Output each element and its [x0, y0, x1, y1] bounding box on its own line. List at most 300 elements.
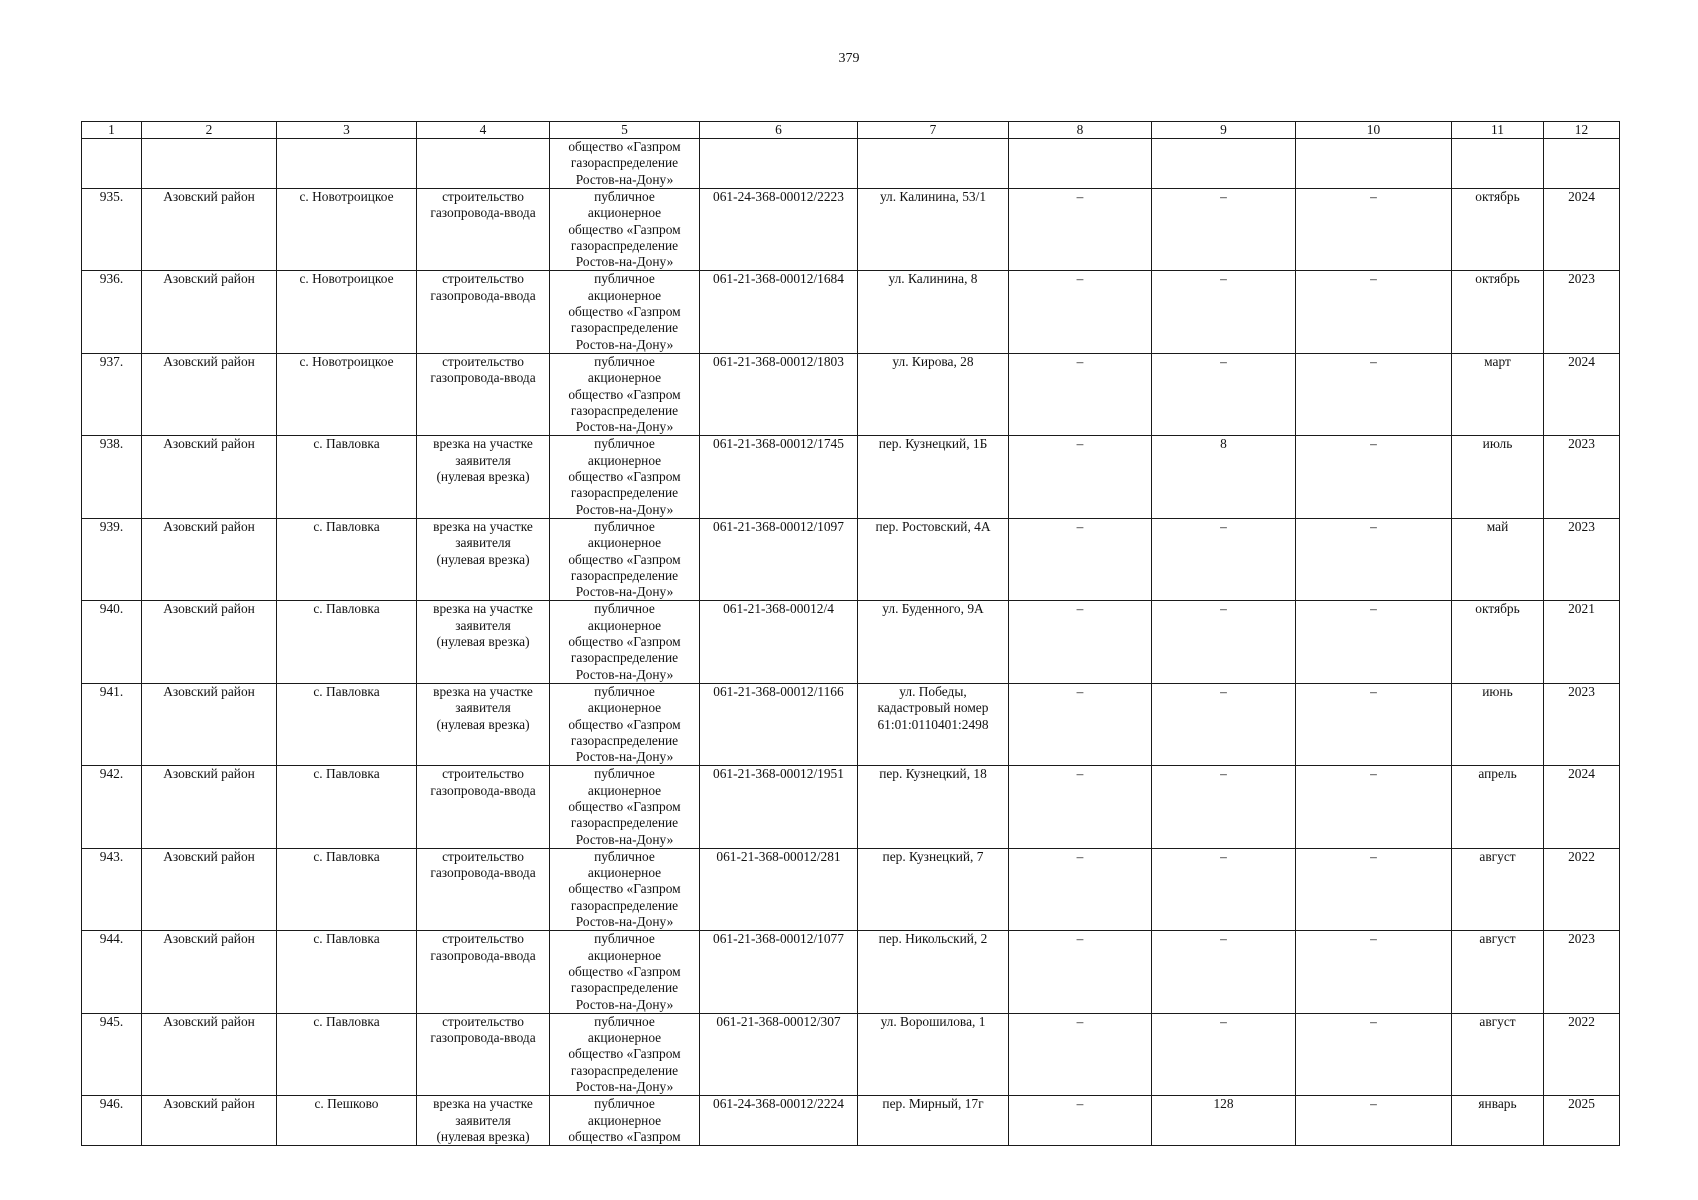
row-number-cell — [82, 271, 142, 353]
address-cell — [858, 353, 1009, 435]
col9-cell — [1152, 353, 1296, 435]
cell-text: июль — [1482, 436, 1513, 452]
col9-cell — [1152, 1096, 1296, 1146]
district-cell — [142, 189, 277, 271]
col8-cell — [1009, 518, 1152, 600]
table-row — [82, 1013, 1620, 1095]
locality-cell — [277, 1013, 417, 1095]
work-type-cell — [417, 931, 550, 1013]
table-cell — [1296, 139, 1452, 189]
cell-text: 061-21-368-00012/1077 — [713, 931, 844, 947]
cell-text: – — [1220, 848, 1227, 864]
table-row — [82, 683, 1620, 765]
cell-text: март — [1484, 353, 1511, 369]
column-number: 11 — [1452, 122, 1544, 139]
table-cell — [700, 139, 858, 189]
table-row — [82, 848, 1620, 930]
district-cell — [142, 1013, 277, 1095]
address-cell — [858, 766, 1009, 848]
cell-text: 937. — [99, 353, 124, 369]
table-row — [82, 766, 1620, 848]
cell-text: публичное акционерное общество «Газпром газораспределение Ростов-на-Дону» — [568, 766, 681, 847]
district-cell — [142, 848, 277, 930]
year-cell — [1544, 766, 1620, 848]
table-cell — [1009, 139, 1152, 189]
district-cell — [142, 931, 277, 1013]
cell-text: публичное акционерное общество «Газпром газораспределение Ростов-на-Дону» — [568, 931, 681, 1012]
cell-text: – — [1220, 518, 1227, 534]
organization-cell — [550, 271, 700, 353]
column-number: 10 — [1296, 122, 1452, 139]
row-number-cell — [82, 931, 142, 1013]
cell-text: строительство газопровода-ввода — [430, 766, 536, 798]
district-cell — [142, 436, 277, 518]
year-cell — [1544, 436, 1620, 518]
cell-text: пер. Кузнецкий, 1Б — [878, 436, 988, 452]
col9-cell — [1152, 601, 1296, 683]
cell-text: с. Павловка — [313, 848, 380, 864]
locality-cell — [277, 518, 417, 600]
col10-cell — [1296, 683, 1452, 765]
cell-text: публичное акционерное общество «Газпром — [568, 1096, 681, 1144]
district-cell — [142, 683, 277, 765]
locality-cell — [277, 848, 417, 930]
cell-text: ул. Буденного, 9А — [882, 601, 984, 617]
col8-cell — [1009, 271, 1152, 353]
cell-text: врезка на участке заявителя (нулевая врезка) — [433, 683, 533, 732]
cell-text: – — [1370, 436, 1377, 452]
cell-text: врезка на участке заявителя (нулевая врезка) — [433, 436, 533, 485]
district-cell — [142, 353, 277, 435]
cell-text: пер. Мирный, 17г — [882, 1096, 984, 1112]
year-cell — [1544, 189, 1620, 271]
organization-cell — [550, 766, 700, 848]
column-number: 8 — [1009, 122, 1152, 139]
cell-text: 2023 — [1568, 271, 1595, 287]
address-cell — [858, 683, 1009, 765]
cell-text: 2022 — [1568, 1013, 1595, 1029]
col8-cell — [1009, 189, 1152, 271]
col8-cell — [1009, 1096, 1152, 1146]
locality-cell — [277, 683, 417, 765]
cell-text: – — [1370, 601, 1377, 617]
address-cell — [858, 931, 1009, 1013]
cell-text: строительство газопровода-ввода — [430, 848, 536, 881]
cell-text: ул. Калинина, 8 — [888, 271, 978, 287]
cell-text: – — [1076, 189, 1084, 204]
cell-text: 935. — [99, 189, 124, 204]
locality-cell — [277, 766, 417, 848]
district-cell — [142, 518, 277, 600]
cell-text: – — [1220, 271, 1227, 287]
id-cell — [700, 436, 858, 518]
organization-cell — [550, 436, 700, 518]
table-cell — [82, 139, 142, 189]
id-cell — [700, 1013, 858, 1095]
cell-text: 940. — [99, 601, 124, 617]
col9-cell — [1152, 518, 1296, 600]
cell-text: – — [1370, 931, 1377, 947]
table-cell — [1152, 139, 1296, 189]
table-row — [82, 931, 1620, 1013]
cell-text: публичное акционерное общество «Газпром газораспределение Ростов-на-Дону» — [568, 518, 681, 600]
month-cell — [1452, 683, 1544, 765]
organization-cell — [550, 683, 700, 765]
cell-text: 938. — [99, 436, 124, 452]
cell-text: врезка на участке заявителя (нулевая врезка) — [433, 601, 533, 650]
cell-text: 943. — [99, 848, 124, 864]
cell-text: врезка на участке заявителя (нулевая врезка) — [433, 1096, 533, 1144]
cell-text: 128 — [1213, 1096, 1234, 1112]
col10-cell — [1296, 518, 1452, 600]
cell-text: – — [1370, 848, 1377, 864]
organization-cell — [550, 601, 700, 683]
cell-text: пер. Никольский, 2 — [878, 931, 988, 947]
year-cell — [1544, 601, 1620, 683]
cell-text: пер. Ростовский, 4А — [875, 518, 991, 534]
col10-cell — [1296, 436, 1452, 518]
address-cell — [858, 436, 1009, 518]
row-number-cell — [82, 848, 142, 930]
month-cell — [1452, 1096, 1544, 1146]
cell-text: Азовский район — [163, 271, 255, 287]
cell-text: – — [1076, 353, 1084, 369]
col9-cell — [1152, 931, 1296, 1013]
page-number: 379 — [838, 51, 860, 66]
cell-text: октябрь — [1475, 189, 1520, 204]
table-row — [82, 518, 1620, 600]
cell-text: с. Павловка — [313, 518, 380, 534]
id-cell — [700, 1096, 858, 1146]
cell-text: Азовский район — [163, 601, 255, 617]
col10-cell — [1296, 1013, 1452, 1095]
district-cell — [142, 1096, 277, 1146]
cell-text: пер. Кузнецкий, 7 — [882, 848, 984, 864]
id-cell — [700, 848, 858, 930]
id-cell — [700, 353, 858, 435]
year-cell — [1544, 1013, 1620, 1095]
cell-text: ул. Калинина, 53/1 — [879, 189, 987, 204]
row-number-cell — [82, 683, 142, 765]
cell-text: ул. Ворошилова, 1 — [880, 1013, 986, 1029]
cell-text: январь — [1478, 1096, 1517, 1112]
table-cell — [142, 139, 277, 189]
year-cell — [1544, 518, 1620, 600]
locality-cell — [277, 1096, 417, 1146]
row-number-cell — [82, 1013, 142, 1095]
col8-cell — [1009, 931, 1152, 1013]
cell-text: 061-21-368-00012/1745 — [713, 436, 844, 452]
cell-text: Азовский район — [163, 436, 255, 452]
cell-text: октябрь — [1475, 271, 1520, 287]
cell-text: 2021 — [1568, 601, 1595, 617]
cell-text: 2024 — [1568, 189, 1595, 204]
cell-text: 061-21-368-00012/1684 — [713, 271, 844, 287]
column-number: 3 — [277, 122, 417, 139]
row-number-cell — [82, 766, 142, 848]
cell-text: 2023 — [1568, 518, 1595, 534]
work-type-cell — [417, 353, 550, 435]
month-cell — [1452, 931, 1544, 1013]
cell-text: Азовский район — [163, 848, 255, 864]
cell-text: – — [1076, 271, 1084, 287]
cell-text: с. Павловка — [313, 766, 380, 782]
col9-cell — [1152, 189, 1296, 271]
cell-text: – — [1076, 683, 1084, 699]
cell-text: – — [1370, 1013, 1377, 1029]
table-cell — [858, 139, 1009, 189]
cell-text: ул. Кирова, 28 — [892, 353, 974, 369]
id-cell — [700, 518, 858, 600]
address-cell — [858, 1096, 1009, 1146]
id-cell — [700, 601, 858, 683]
address-cell — [858, 271, 1009, 353]
year-cell — [1544, 1096, 1620, 1146]
cell-text: 2023 — [1568, 436, 1595, 452]
id-cell — [700, 766, 858, 848]
col8-cell — [1009, 601, 1152, 683]
cell-text: – — [1076, 766, 1084, 782]
cell-text: 2023 — [1568, 931, 1595, 947]
cell-text: 2025 — [1568, 1096, 1595, 1112]
cell-text: Азовский район — [163, 353, 255, 369]
col10-cell — [1296, 1096, 1452, 1146]
column-number: 12 — [1544, 122, 1620, 139]
col8-cell — [1009, 683, 1152, 765]
continuation-row — [82, 139, 1620, 189]
cell-text: ул. Победы, кадастровый номер 61:01:0110401:2498 — [877, 683, 989, 732]
cell-text: – — [1370, 353, 1377, 369]
cell-text: 061-24-368-00012/2223 — [713, 189, 844, 204]
cell-text: с. Павловка — [313, 601, 380, 617]
cell-text: – — [1220, 683, 1227, 699]
col8-cell — [1009, 848, 1152, 930]
organization-cell — [550, 931, 700, 1013]
cell-text: Азовский район — [163, 189, 255, 204]
cell-text: 061-21-368-00012/307 — [716, 1013, 841, 1029]
organization-cell — [550, 1096, 700, 1146]
month-cell — [1452, 436, 1544, 518]
cell-text: с. Павловка — [313, 436, 380, 452]
table-row — [82, 271, 1620, 353]
district-cell — [142, 271, 277, 353]
organization-cell — [550, 1013, 700, 1095]
col8-cell — [1009, 436, 1152, 518]
cell-text: строительство газопровода-ввода — [430, 189, 536, 221]
cell-text: с. Павловка — [313, 931, 380, 947]
locality-cell — [277, 931, 417, 1013]
year-cell — [1544, 848, 1620, 930]
cell-text: Азовский район — [163, 766, 255, 782]
cell-text: – — [1370, 271, 1377, 287]
cell-text: – — [1076, 601, 1084, 617]
locality-cell — [277, 353, 417, 435]
row-number-cell — [82, 436, 142, 518]
cell-text: 061-21-368-00012/281 — [716, 848, 841, 864]
year-cell — [1544, 353, 1620, 435]
cell-text: публичное акционерное общество «Газпром газораспределение Ростов-на-Дону» — [568, 683, 681, 765]
cell-text: 2024 — [1568, 766, 1595, 782]
work-type-cell — [417, 1096, 550, 1146]
month-cell — [1452, 848, 1544, 930]
cell-text: 946. — [99, 1096, 124, 1112]
cell-text: – — [1076, 518, 1084, 534]
locality-cell — [277, 189, 417, 271]
column-number: 2 — [142, 122, 277, 139]
cell-text: с. Павловка — [313, 683, 380, 699]
year-cell — [1544, 931, 1620, 1013]
address-cell — [858, 518, 1009, 600]
cell-text: – — [1220, 189, 1227, 204]
cell-text: 061-24-368-00012/2224 — [713, 1096, 844, 1112]
table-row — [82, 189, 1620, 271]
col9-cell — [1152, 271, 1296, 353]
table-row — [82, 1096, 1620, 1146]
col9-cell — [1152, 1013, 1296, 1095]
cell-text: май — [1486, 518, 1509, 534]
year-cell — [1544, 271, 1620, 353]
cell-text: публичное акционерное общество «Газпром газораспределение Ростов-на-Дону» — [568, 353, 681, 435]
cell-text: Азовский район — [163, 931, 255, 947]
organization-cell — [550, 848, 700, 930]
cell-text: публичное акционерное общество «Газпром газораспределение Ростов-на-Дону» — [568, 601, 681, 682]
address-cell — [858, 189, 1009, 271]
work-type-cell — [417, 848, 550, 930]
cell-text: – — [1220, 601, 1227, 617]
cell-text: апрель — [1478, 766, 1517, 782]
id-cell — [700, 271, 858, 353]
work-type-cell — [417, 683, 550, 765]
cell-text: Азовский район — [163, 1013, 255, 1029]
cell-text: публичное акционерное общество «Газпром газораспределение Ростов-на-Дону» — [568, 848, 681, 930]
address-cell — [858, 848, 1009, 930]
table-cell: общество «Газпром газораспределение Ростов-на-Дону» — [550, 139, 700, 189]
row-number-cell — [82, 518, 142, 600]
id-cell — [700, 189, 858, 271]
year-cell — [1544, 683, 1620, 765]
cell-text: июнь — [1482, 683, 1513, 699]
cell-text: 942. — [99, 766, 124, 782]
cell-text: август — [1479, 1013, 1516, 1029]
table-row — [82, 601, 1620, 683]
cell-text: 061-21-368-00012/1166 — [713, 683, 844, 699]
cell-text: публичное акционерное общество «Газпром газораспределение Ростов-на-Дону» — [568, 436, 681, 517]
work-type-cell — [417, 189, 550, 271]
month-cell — [1452, 1013, 1544, 1095]
id-cell — [700, 683, 858, 765]
table-cell — [1544, 139, 1620, 189]
cell-text: строительство газопровода-ввода — [430, 931, 536, 963]
cell-text: 2023 — [1568, 683, 1595, 699]
column-number-row — [82, 122, 1620, 139]
table-cell — [1452, 139, 1544, 189]
table-row — [82, 353, 1620, 435]
month-cell — [1452, 518, 1544, 600]
cell-text: публичное акционерное общество «Газпром газораспределение Ростов-на-Дону» — [568, 189, 681, 270]
cell-text: – — [1076, 931, 1084, 947]
cell-text: Азовский район — [163, 518, 255, 534]
cell-text: – — [1220, 353, 1227, 369]
column-number: 4 — [417, 122, 550, 139]
cell-text: 939. — [99, 518, 124, 534]
cell-text: – — [1076, 436, 1084, 452]
col8-cell — [1009, 1013, 1152, 1095]
work-type-cell — [417, 518, 550, 600]
cell-text: 061-21-368-00012/1097 — [713, 518, 844, 534]
col10-cell — [1296, 848, 1452, 930]
cell-text: с. Новотроицкое — [299, 189, 394, 204]
column-number: 1 — [82, 122, 142, 139]
cell-text: – — [1076, 1096, 1084, 1112]
cell-text: – — [1370, 1096, 1377, 1112]
locality-cell — [277, 601, 417, 683]
row-number-cell — [82, 353, 142, 435]
month-cell — [1452, 353, 1544, 435]
work-type-cell — [417, 271, 550, 353]
work-type-cell — [417, 1013, 550, 1095]
col10-cell — [1296, 601, 1452, 683]
cell-text: Азовский район — [163, 683, 255, 699]
cell-text: 061-21-368-00012/1803 — [713, 353, 844, 369]
locality-cell — [277, 271, 417, 353]
col10-cell — [1296, 931, 1452, 1013]
cell-text: 2022 — [1568, 848, 1595, 864]
cell-text: – — [1220, 1013, 1227, 1029]
col10-cell — [1296, 189, 1452, 271]
cell-text: 944. — [99, 931, 124, 947]
work-type-cell — [417, 436, 550, 518]
cell-text: с. Пешково — [314, 1096, 379, 1112]
cell-text: строительство газопровода-ввода — [430, 353, 536, 386]
cell-text: 061-21-368-00012/1951 — [713, 766, 844, 782]
organization-cell — [550, 518, 700, 600]
column-number: 7 — [858, 122, 1009, 139]
row-number-cell — [82, 601, 142, 683]
cell-text: август — [1479, 931, 1516, 947]
cell-text: с. Новотроицкое — [299, 271, 394, 287]
cell-text: 945. — [99, 1013, 124, 1029]
col8-cell — [1009, 766, 1152, 848]
col10-cell — [1296, 766, 1452, 848]
cell-text: – — [1076, 848, 1084, 864]
address-cell — [858, 601, 1009, 683]
col10-cell — [1296, 271, 1452, 353]
cell-text: 8 — [1220, 436, 1227, 452]
registry-table — [81, 121, 1620, 1146]
cell-text: 061-21-368-00012/4 — [723, 601, 834, 617]
cell-text: – — [1076, 1013, 1084, 1029]
table-cell — [277, 139, 417, 189]
cell-text: август — [1479, 848, 1516, 864]
column-number: 9 — [1152, 122, 1296, 139]
cell-text: – — [1370, 683, 1377, 699]
cell-text: с. Павловка — [313, 1013, 380, 1029]
cell-text: – — [1370, 189, 1377, 204]
month-cell — [1452, 271, 1544, 353]
row-number-cell — [82, 1096, 142, 1146]
col9-cell — [1152, 848, 1296, 930]
cell-text: публичное акционерное общество «Газпром газораспределение Ростов-на-Дону» — [568, 1013, 681, 1095]
work-type-cell — [417, 601, 550, 683]
column-number: 5 — [550, 122, 700, 139]
cell-text: октябрь — [1475, 601, 1520, 617]
cell-text: строительство газопровода-ввода — [430, 1013, 536, 1046]
row-number-cell — [82, 189, 142, 271]
locality-cell — [277, 436, 417, 518]
work-type-cell — [417, 766, 550, 848]
cell-text: врезка на участке заявителя (нулевая врезка) — [433, 518, 533, 567]
col8-cell — [1009, 353, 1152, 435]
